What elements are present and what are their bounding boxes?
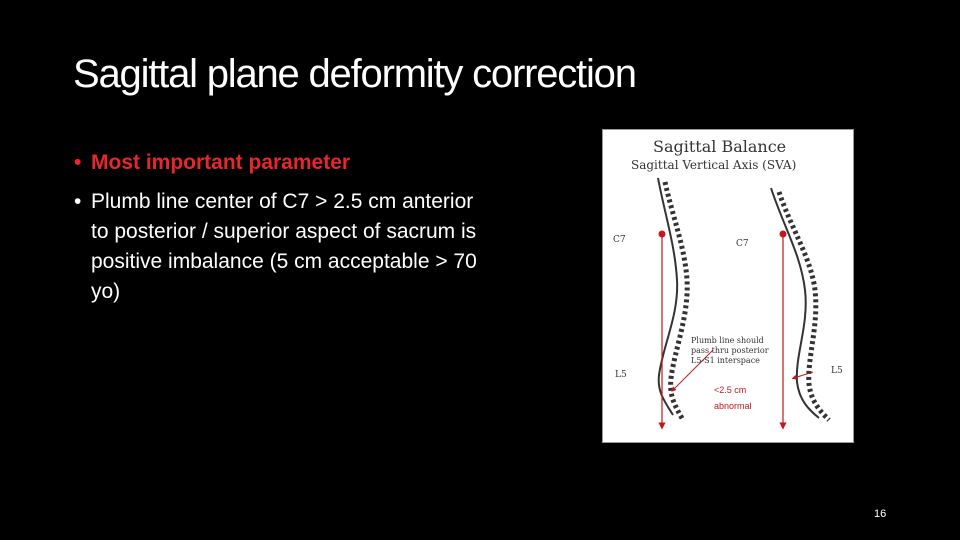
figure-subheading: Sagittal Vertical Axis (SVA) xyxy=(631,158,797,172)
abnormal-note-line-2: abnormal xyxy=(714,401,752,411)
c7-label-left: C7 xyxy=(613,235,626,245)
bullet-icon: • xyxy=(74,151,82,174)
spine-right xyxy=(771,188,829,420)
bullet-item-most-important xyxy=(74,148,484,178)
plumb-note-line-1: Plumb line should xyxy=(691,336,764,345)
bullet-text: Plumb line center of C7 > 2.5 cm anterior to posterior / superior aspect of sacrum is positive imbalance (5 cm acceptable > 70 yo) xyxy=(91,190,477,303)
abnormal-note-line-1: <2.5 cm xyxy=(714,385,747,395)
l5-label-right: L5 xyxy=(831,366,843,376)
bullet-list xyxy=(74,148,484,316)
sagittal-balance-figure xyxy=(602,129,854,443)
figure-heading: Sagittal Balance xyxy=(653,137,787,156)
plumb-note-line-2: pass thru posterior xyxy=(691,346,769,355)
c7-label-right: C7 xyxy=(736,239,749,249)
spine-diagram xyxy=(603,130,853,442)
plumb-note-line-3: L5-S1 interspace xyxy=(691,356,760,365)
bullet-text: Most important parameter xyxy=(91,151,351,174)
bullet-item-plumb-line xyxy=(74,187,484,307)
l5-label-left: L5 xyxy=(615,370,627,380)
page-number: 16 xyxy=(874,508,887,520)
slide-title: Sagittal plane deformity correction xyxy=(73,52,636,96)
bullet-icon: • xyxy=(74,190,82,213)
